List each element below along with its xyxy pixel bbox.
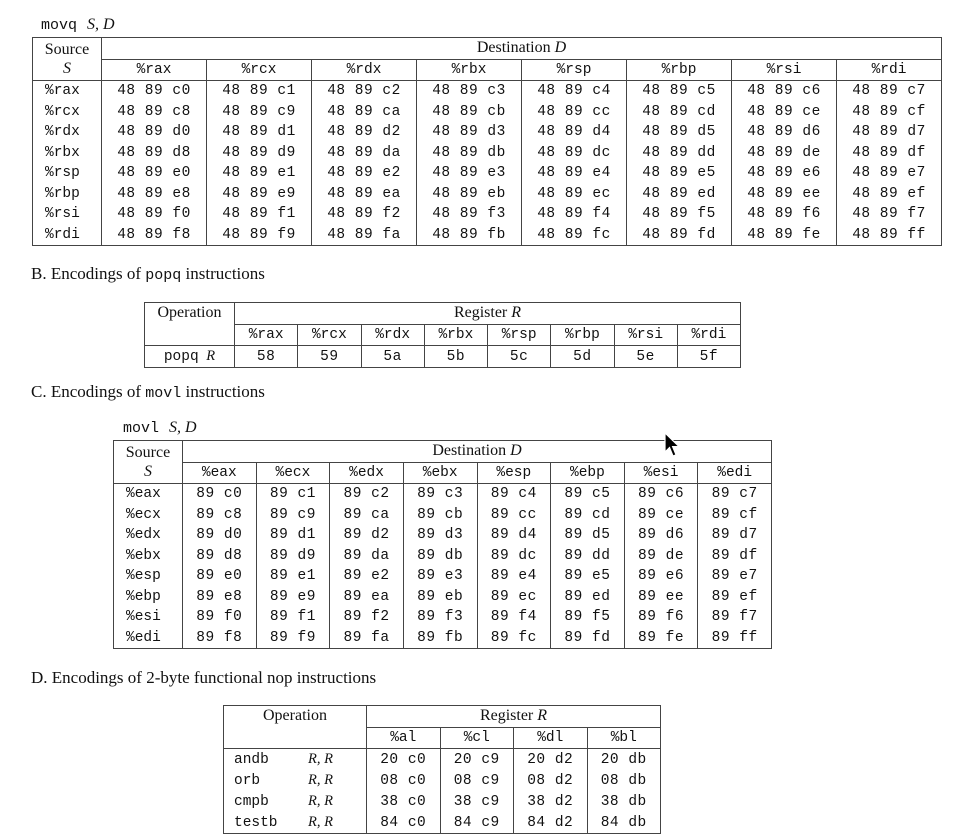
table-row (33, 225, 942, 246)
encoding-cell: 89 d7 (698, 525, 772, 546)
encoding-cell: 48 89 cf (837, 102, 942, 123)
encoding-cell: 89 d4 (477, 525, 551, 546)
table-row (33, 102, 942, 123)
table-row (114, 525, 772, 546)
syntax-instr: movl (123, 420, 160, 437)
encoding-cell: 5c (488, 346, 551, 368)
table-row (224, 791, 661, 812)
table-row (33, 204, 942, 225)
table-row (114, 566, 772, 587)
source-var: S (144, 463, 152, 480)
source-var: S (63, 60, 71, 77)
encoding-cell: 89 c2 (330, 484, 404, 505)
encoding-cell: 08 db (587, 770, 661, 791)
encoding-cell: 89 e1 (256, 566, 330, 587)
encoding-cell: 48 89 cd (627, 102, 732, 123)
source-header-cell (114, 441, 183, 484)
encoding-cell: 48 89 ea (312, 184, 417, 205)
encoding-cell: 89 fc (477, 628, 551, 649)
source-register-cell: %rax (33, 81, 102, 102)
encoding-cell: 89 cd (551, 505, 625, 526)
syntax-args: S, D (169, 419, 197, 436)
encoding-cell: 89 c9 (256, 505, 330, 526)
op-args: R, R (308, 772, 333, 788)
register-header-cell: %ecx (256, 462, 330, 484)
source-register-cell: %ebx (114, 546, 183, 567)
encoding-cell: 48 89 c9 (207, 102, 312, 123)
register-header-cell: %rbp (627, 59, 732, 81)
encoding-cell: 89 ea (330, 587, 404, 608)
table-row (224, 812, 661, 834)
encoding-cell: 48 89 e5 (627, 163, 732, 184)
op-instr: andb (234, 752, 269, 768)
source-register-cell: %eax (114, 484, 183, 505)
encoding-cell: 89 ee (624, 587, 698, 608)
register-header-cell: %esi (624, 462, 698, 484)
source-register-cell: %esp (114, 566, 183, 587)
register-header-cell: %rsi (732, 59, 837, 81)
register-header-cell: %cl (440, 727, 514, 749)
encoding-cell: 08 d2 (514, 770, 588, 791)
encoding-cell: 89 f1 (256, 607, 330, 628)
register-header-cell: %rsp (522, 59, 627, 81)
encoding-cell: 48 89 f6 (732, 204, 837, 225)
encoding-cell: 5a (361, 346, 424, 368)
mouse-pointer-icon (664, 432, 682, 463)
encoding-cell: 48 89 c0 (102, 81, 207, 102)
source-register-cell: %rdi (33, 225, 102, 246)
encoding-cell: 89 c8 (183, 505, 257, 526)
encoding-cell: 48 89 de (732, 143, 837, 164)
encoding-cell: 89 e2 (330, 566, 404, 587)
encoding-cell: 5f (677, 346, 740, 368)
table-row (114, 546, 772, 567)
register-header-cell: %rbx (417, 59, 522, 81)
encoding-cell: 48 89 cc (522, 102, 627, 123)
destination-header: Destination D (183, 441, 772, 463)
encoding-cell: 89 c0 (183, 484, 257, 505)
op-instr: testb (234, 815, 278, 831)
encoding-cell: 48 89 c4 (522, 81, 627, 102)
encoding-cell: 89 d2 (330, 525, 404, 546)
register-header-cell: %al (367, 727, 441, 749)
encoding-cell: 48 89 e7 (837, 163, 942, 184)
encoding-cell: 89 c4 (477, 484, 551, 505)
encoding-cell: 48 89 d6 (732, 122, 837, 143)
encoding-cell: 48 89 e8 (102, 184, 207, 205)
encoding-cell: 48 89 d4 (522, 122, 627, 143)
encoding-cell: 48 89 e0 (102, 163, 207, 184)
encoding-cell: 38 c9 (440, 791, 514, 812)
table-row (114, 628, 772, 649)
table-row (114, 607, 772, 628)
encoding-cell: 48 89 e9 (207, 184, 312, 205)
register-header-cell: %rdi (837, 59, 942, 81)
encoding-cell: 48 89 f0 (102, 204, 207, 225)
register-header-cell: %rdx (361, 324, 424, 346)
operation-cell (224, 791, 367, 812)
encoding-cell: 48 89 f5 (627, 204, 732, 225)
encoding-cell: 89 e8 (183, 587, 257, 608)
encoding-cell: 48 89 f2 (312, 204, 417, 225)
encoding-cell: 48 89 c1 (207, 81, 312, 102)
table-row (33, 122, 942, 143)
movl-syntax (123, 419, 197, 437)
encoding-cell: 89 c6 (624, 484, 698, 505)
register-header-cell: %rax (102, 59, 207, 81)
register-header-cell: %rbp (551, 324, 614, 346)
encoding-cell: 89 fa (330, 628, 404, 649)
encoding-cell: 48 89 d8 (102, 143, 207, 164)
source-register-cell: %esi (114, 607, 183, 628)
encoding-cell: 48 89 df (837, 143, 942, 164)
encoding-cell: 84 db (587, 812, 661, 834)
encoding-cell: 89 d9 (256, 546, 330, 567)
register-header: Register R (235, 303, 741, 325)
register-header-cell: %rcx (207, 59, 312, 81)
register-header-cell: %rdi (677, 324, 740, 346)
source-header: Source (125, 444, 171, 461)
encoding-cell: 38 c0 (367, 791, 441, 812)
syntax-instr: movq (41, 17, 78, 34)
encoding-cell: 48 89 db (417, 143, 522, 164)
encoding-cell: 08 c9 (440, 770, 514, 791)
encoding-cell: 89 ff (698, 628, 772, 649)
encoding-cell: 89 e6 (624, 566, 698, 587)
encoding-cell: 89 ec (477, 587, 551, 608)
source-register-cell: %edx (114, 525, 183, 546)
encoding-cell: 48 89 c6 (732, 81, 837, 102)
encoding-cell: 48 89 e6 (732, 163, 837, 184)
encoding-cell: 48 89 f8 (102, 225, 207, 246)
encoding-cell: 89 f4 (477, 607, 551, 628)
encoding-cell: 89 d6 (624, 525, 698, 546)
encoding-cell: 89 eb (403, 587, 477, 608)
encoding-cell: 89 d3 (403, 525, 477, 546)
encoding-cell: 84 d2 (514, 812, 588, 834)
operation-header: Operation (224, 706, 367, 749)
encoding-cell: 48 89 f1 (207, 204, 312, 225)
register-header-cell: %ebp (551, 462, 625, 484)
encoding-cell: 48 89 ee (732, 184, 837, 205)
encoding-cell: 89 f9 (256, 628, 330, 649)
table-row (114, 484, 772, 505)
encoding-cell: 89 db (403, 546, 477, 567)
encoding-cell: 5b (424, 346, 487, 368)
encoding-cell: 89 cf (698, 505, 772, 526)
operation-cell (224, 749, 367, 771)
encoding-cell: 38 d2 (514, 791, 588, 812)
encoding-cell: 48 89 fb (417, 225, 522, 246)
encoding-cell: 48 89 ef (837, 184, 942, 205)
encoding-cell: 48 89 fe (732, 225, 837, 246)
source-register-cell: %edi (114, 628, 183, 649)
register-header-cell: %dl (514, 727, 588, 749)
source-register-cell: %rsi (33, 204, 102, 225)
register-header-cell: %rdx (312, 59, 417, 81)
encoding-cell: 89 e5 (551, 566, 625, 587)
encoding-cell: 59 (298, 346, 361, 368)
encoding-cell: 89 f6 (624, 607, 698, 628)
source-header: Source (44, 41, 90, 58)
op-instr: cmpb (234, 794, 269, 810)
encoding-cell: 20 db (587, 749, 661, 771)
encoding-cell: 48 89 c2 (312, 81, 417, 102)
encoding-cell: 89 fd (551, 628, 625, 649)
register-header-cell: %edi (698, 462, 772, 484)
encoding-cell: 48 89 d1 (207, 122, 312, 143)
op-instr: orb (234, 773, 261, 789)
encoding-cell: 48 89 ed (627, 184, 732, 205)
encoding-cell: 89 f8 (183, 628, 257, 649)
source-header-cell (33, 38, 102, 81)
encoding-cell: 89 d5 (551, 525, 625, 546)
encoding-cell: 48 89 ec (522, 184, 627, 205)
encoding-cell: 89 d1 (256, 525, 330, 546)
operation-header: Operation (145, 303, 235, 346)
encoding-cell: 89 dc (477, 546, 551, 567)
encoding-cell: 48 89 f9 (207, 225, 312, 246)
table-row (224, 749, 661, 771)
encoding-cell: 20 c9 (440, 749, 514, 771)
encoding-cell: 20 c0 (367, 749, 441, 771)
table-row (33, 81, 942, 102)
encoding-cell: 89 f5 (551, 607, 625, 628)
encoding-cell: 48 89 d5 (627, 122, 732, 143)
encoding-cell: 48 89 f4 (522, 204, 627, 225)
encoding-cell: 89 de (624, 546, 698, 567)
encoding-cell: 48 89 fc (522, 225, 627, 246)
encoding-cell: 89 d8 (183, 546, 257, 567)
popq-table (144, 302, 741, 368)
op-args: R, R (308, 793, 333, 809)
encoding-cell: 38 db (587, 791, 661, 812)
register-header-cell: %rax (235, 324, 298, 346)
op-args: R, R (308, 814, 333, 830)
encoding-cell: 48 89 ce (732, 102, 837, 123)
source-register-cell: %rsp (33, 163, 102, 184)
encoding-cell: 48 89 f3 (417, 204, 522, 225)
encoding-cell: 89 e3 (403, 566, 477, 587)
register-header-cell: %edx (330, 462, 404, 484)
register-header-cell: %eax (183, 462, 257, 484)
encoding-cell: 89 c7 (698, 484, 772, 505)
table-row (33, 184, 942, 205)
encoding-cell: 89 c1 (256, 484, 330, 505)
encoding-cell: 89 f3 (403, 607, 477, 628)
encoding-cell: 48 89 c7 (837, 81, 942, 102)
source-register-cell: %rcx (33, 102, 102, 123)
register-header-cell: %ebx (403, 462, 477, 484)
encoding-cell: 89 da (330, 546, 404, 567)
encoding-cell: 48 89 fd (627, 225, 732, 246)
encoding-cell: 48 89 c3 (417, 81, 522, 102)
encoding-cell: 48 89 c8 (102, 102, 207, 123)
encoding-cell: 89 f7 (698, 607, 772, 628)
register-header-cell: %rbx (424, 324, 487, 346)
encoding-cell: 48 89 d9 (207, 143, 312, 164)
source-register-cell: %rbx (33, 143, 102, 164)
table-row (114, 587, 772, 608)
encoding-cell: 89 d0 (183, 525, 257, 546)
encoding-cell: 48 89 e3 (417, 163, 522, 184)
encoding-cell: 48 89 d0 (102, 122, 207, 143)
encoding-cell: 48 89 c5 (627, 81, 732, 102)
encoding-cell: 48 89 f7 (837, 204, 942, 225)
encoding-cell: 84 c0 (367, 812, 441, 834)
encoding-cell: 89 df (698, 546, 772, 567)
encoding-cell: 89 e9 (256, 587, 330, 608)
section-c-title: C. Encodings of movl instructions (31, 382, 265, 402)
register-header-cell: %esp (477, 462, 551, 484)
section-d-title: D. Encodings of 2-byte functional nop instructions (31, 668, 377, 687)
encoding-cell: 48 89 d2 (312, 122, 417, 143)
encoding-cell: 48 89 e1 (207, 163, 312, 184)
operation-cell (224, 770, 367, 791)
movq-table (32, 37, 942, 246)
movq-syntax (41, 16, 115, 34)
encoding-cell: 89 ce (624, 505, 698, 526)
encoding-cell: 48 89 d7 (837, 122, 942, 143)
encoding-cell: 89 e0 (183, 566, 257, 587)
section-b-title: B. Encodings of popq instructions (31, 264, 265, 284)
encoding-cell: 89 e4 (477, 566, 551, 587)
encoding-cell: 5d (551, 346, 614, 368)
table-row (33, 163, 942, 184)
encoding-cell: 48 89 eb (417, 184, 522, 205)
operation-cell (224, 812, 367, 834)
encoding-cell: 89 fb (403, 628, 477, 649)
destination-header: Destination D (102, 38, 942, 60)
source-register-cell: %ecx (114, 505, 183, 526)
register-header-cell: %bl (587, 727, 661, 749)
register-header-cell: %rcx (298, 324, 361, 346)
popq-row (145, 346, 741, 368)
encoding-cell: 89 dd (551, 546, 625, 567)
op-args: R, R (308, 751, 333, 767)
encoding-cell: 89 cc (477, 505, 551, 526)
encoding-cell: 89 f0 (183, 607, 257, 628)
encoding-cell: 89 f2 (330, 607, 404, 628)
encoding-cell: 84 c9 (440, 812, 514, 834)
encoding-cell: 89 ef (698, 587, 772, 608)
encoding-cell: 48 89 dd (627, 143, 732, 164)
encoding-cell: 48 89 fa (312, 225, 417, 246)
source-register-cell: %ebp (114, 587, 183, 608)
encoding-cell: 48 89 cb (417, 102, 522, 123)
encoding-cell: 89 e7 (698, 566, 772, 587)
encoding-cell: 89 ca (330, 505, 404, 526)
encoding-cell: 48 89 ff (837, 225, 942, 246)
table-row (224, 770, 661, 791)
encoding-cell: 58 (235, 346, 298, 368)
movl-table (113, 440, 772, 649)
encoding-cell: 89 c3 (403, 484, 477, 505)
encoding-cell: 08 c0 (367, 770, 441, 791)
encoding-cell: 48 89 da (312, 143, 417, 164)
encoding-cell: 5e (614, 346, 677, 368)
encoding-cell: 89 fe (624, 628, 698, 649)
encoding-cell: 48 89 ca (312, 102, 417, 123)
register-header-cell: %rsp (488, 324, 551, 346)
encoding-cell: 48 89 e2 (312, 163, 417, 184)
nop-table (223, 705, 661, 834)
register-header: Register R (367, 706, 661, 728)
encoding-cell: 48 89 e4 (522, 163, 627, 184)
encoding-cell: 89 ed (551, 587, 625, 608)
encoding-cell: 48 89 dc (522, 143, 627, 164)
popq-op-cell: popq R (145, 346, 235, 368)
encoding-cell: 20 d2 (514, 749, 588, 771)
source-register-cell: %rbp (33, 184, 102, 205)
encoding-cell: 48 89 d3 (417, 122, 522, 143)
source-register-cell: %rdx (33, 122, 102, 143)
register-header-cell: %rsi (614, 324, 677, 346)
table-row (33, 143, 942, 164)
syntax-args: S, D (87, 16, 115, 33)
encoding-cell: 89 c5 (551, 484, 625, 505)
table-row (114, 505, 772, 526)
encoding-cell: 89 cb (403, 505, 477, 526)
